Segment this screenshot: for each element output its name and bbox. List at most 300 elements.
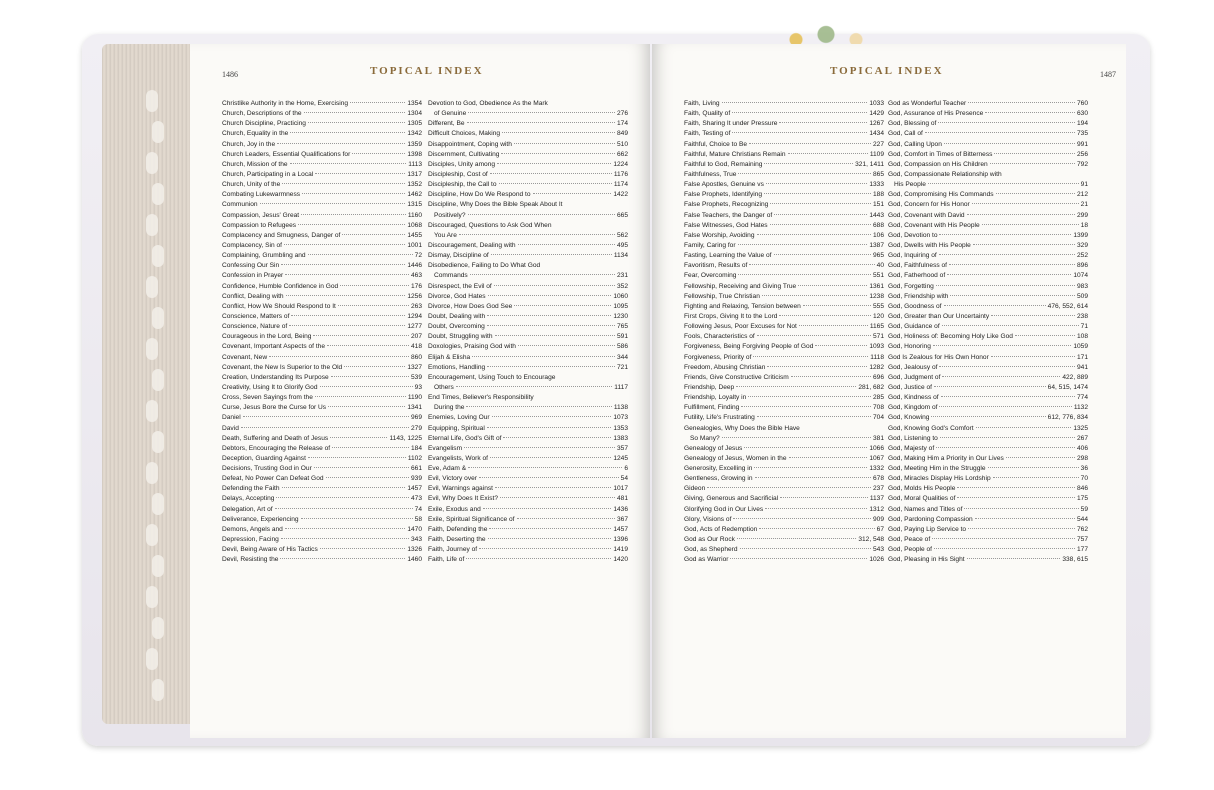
index-entry-topic: Fellowship, Receiving and Giving True bbox=[684, 282, 797, 290]
index-entry bbox=[888, 525, 1088, 535]
dot-leader bbox=[492, 416, 612, 417]
index-entry-topic: Difficult Choices, Making bbox=[428, 130, 501, 138]
index-entry bbox=[684, 200, 884, 210]
index-entry-topic: God, Miracles Display His Lordship bbox=[888, 475, 991, 483]
dot-leader bbox=[976, 427, 1072, 428]
index-entry bbox=[684, 332, 884, 342]
dot-leader bbox=[340, 285, 409, 286]
index-entry bbox=[428, 99, 628, 109]
index-entry-topic: God as Wonderful Teacher bbox=[888, 100, 967, 107]
index-entry bbox=[684, 383, 884, 393]
index-entry-topic: Evangelists, Work of bbox=[428, 454, 488, 462]
index-entry-topic: Conscience, Matters of bbox=[222, 312, 290, 320]
index-entry-page: 765 bbox=[616, 323, 628, 331]
index-entry-page: 965 bbox=[872, 252, 884, 260]
index-entry-topic: Doubt, Dealing with bbox=[428, 312, 486, 320]
dot-leader bbox=[290, 163, 407, 164]
index-entry-page: 298 bbox=[1076, 454, 1088, 462]
index-entry bbox=[222, 312, 422, 322]
index-entry-page: 1067 bbox=[869, 454, 884, 462]
dot-leader bbox=[282, 487, 406, 488]
dot-leader bbox=[302, 193, 405, 194]
index-entry bbox=[428, 363, 628, 373]
index-entry-page: 212 bbox=[1076, 191, 1088, 199]
index-entry-topic: Delays, Accepting bbox=[222, 495, 275, 503]
index-entry-topic: Confession in Prayer bbox=[222, 272, 284, 280]
index-entry-page: 1457 bbox=[407, 485, 422, 493]
index-entry-page: 343 bbox=[410, 536, 422, 544]
index-entry bbox=[888, 221, 1088, 231]
index-entry-topic: Defending the Faith bbox=[222, 485, 280, 493]
index-entry-page: 227 bbox=[872, 140, 884, 148]
index-entry-page: 285 bbox=[872, 394, 884, 402]
dot-leader bbox=[479, 548, 611, 549]
index-entry-topic: God, Call of bbox=[888, 130, 923, 138]
dot-leader bbox=[331, 376, 409, 377]
index-entry bbox=[222, 383, 422, 393]
index-entry-page: 1132 bbox=[1073, 404, 1088, 412]
index-entry-topic: False Witnesses, God Hates bbox=[684, 221, 768, 229]
index-entry bbox=[888, 373, 1088, 383]
index-entry-topic: Disobedience, Failing to Do What God bbox=[428, 262, 541, 270]
index-entry-page: 40 bbox=[876, 262, 884, 270]
index-entry bbox=[222, 241, 422, 251]
index-entry bbox=[428, 109, 628, 119]
dot-leader bbox=[780, 497, 868, 498]
index-entry bbox=[684, 99, 884, 109]
dot-leader bbox=[757, 234, 871, 235]
index-entry bbox=[222, 190, 422, 200]
index-entry-page: 312, 548 bbox=[858, 536, 884, 544]
index-entry-topic: Fear, Overcoming bbox=[684, 272, 737, 280]
dot-leader bbox=[260, 203, 406, 204]
dot-leader bbox=[982, 224, 1079, 225]
index-entry-topic: Eve, Adam & bbox=[428, 465, 467, 473]
index-entry-page: 510 bbox=[616, 140, 628, 148]
index-entry bbox=[222, 261, 422, 271]
index-entry-page: 344 bbox=[616, 353, 628, 361]
index-entry-page: 571 bbox=[872, 333, 884, 341]
index-entry-topic: Disciples, Unity among bbox=[428, 160, 496, 168]
dot-leader bbox=[514, 143, 615, 144]
index-entry-topic: Enemies, Loving Our bbox=[428, 414, 490, 422]
dot-leader bbox=[275, 508, 413, 509]
index-entry-topic: Depression, Facing bbox=[222, 536, 279, 544]
index-entry bbox=[222, 373, 422, 383]
index-entry bbox=[684, 129, 884, 139]
dot-leader bbox=[764, 193, 871, 194]
index-entry-page: 299 bbox=[1076, 211, 1088, 219]
dot-leader bbox=[779, 122, 867, 123]
index-entry bbox=[684, 302, 884, 312]
index-entry bbox=[684, 454, 884, 464]
index-entry-topic: Church, Mission of the bbox=[222, 160, 288, 168]
dot-leader bbox=[741, 406, 871, 407]
index-entry-page: 909 bbox=[872, 515, 884, 523]
index-entry-page: 1317 bbox=[407, 170, 422, 178]
dot-leader bbox=[491, 254, 612, 255]
index-entry-topic: God as Our Rock bbox=[684, 536, 735, 544]
index-entry-page: 1305 bbox=[407, 120, 422, 128]
right-page-number: 1487 bbox=[1100, 70, 1116, 79]
index-entry-topic: God, Inquiring of bbox=[888, 252, 937, 260]
index-entry bbox=[888, 241, 1088, 251]
index-entry bbox=[222, 322, 422, 332]
index-entry-page: 1420 bbox=[613, 556, 628, 564]
index-entry-page: 174 bbox=[616, 120, 628, 128]
index-entry-topic: God, Friendship with bbox=[888, 292, 949, 300]
index-entry-topic: Different, Be bbox=[428, 120, 465, 128]
index-entry bbox=[888, 413, 1088, 423]
index-entry-page: 665 bbox=[616, 211, 628, 219]
index-entry-page: 721 bbox=[616, 363, 628, 371]
index-entry-topic: God, Kindness of bbox=[888, 394, 939, 402]
index-entry-topic: End Times, Believer's Responsibility bbox=[428, 394, 534, 402]
index-entry bbox=[222, 109, 422, 119]
index-entry-topic: Faithful to God, Remaining bbox=[684, 160, 763, 168]
dot-leader bbox=[301, 214, 406, 215]
index-entry-page: 1277 bbox=[407, 323, 422, 331]
index-entry-topic: Faithful, Choice to Be bbox=[684, 140, 748, 148]
index-entry-topic: Futility, Life's Frustrating bbox=[684, 414, 755, 422]
index-entry-topic: Faithful, Mature Christians Remain bbox=[684, 150, 786, 158]
dot-leader bbox=[957, 497, 1075, 498]
index-entry bbox=[222, 282, 422, 292]
index-entry bbox=[888, 332, 1088, 342]
index-entry-topic: Church, Joy in the bbox=[222, 140, 276, 148]
index-entry-page: 406 bbox=[1076, 444, 1088, 452]
index-entry-page: 175 bbox=[1076, 495, 1088, 503]
index-entry-topic: Friendship, Deep bbox=[684, 383, 735, 391]
dot-leader bbox=[489, 528, 611, 529]
index-entry bbox=[428, 424, 628, 434]
index-entry-page: 1102 bbox=[407, 454, 422, 462]
index-entry bbox=[684, 170, 884, 180]
index-entry-topic: God, as Shepherd bbox=[684, 546, 738, 554]
index-entry-topic: Genealogy of Jesus, Women in the bbox=[684, 454, 787, 462]
index-entry bbox=[684, 312, 884, 322]
index-entry-topic: Combating Lukewarmness bbox=[222, 191, 301, 199]
dot-leader bbox=[944, 143, 1075, 144]
dot-leader bbox=[944, 305, 1046, 306]
index-entry-page: 1093 bbox=[869, 343, 884, 351]
index-entry-page: 586 bbox=[616, 343, 628, 351]
index-entry-page: 1134 bbox=[613, 252, 628, 260]
dot-leader bbox=[934, 386, 1046, 387]
thumb-tab bbox=[152, 369, 164, 391]
index-entry bbox=[428, 200, 628, 210]
index-entry-topic: Doxologies, Praising God with bbox=[428, 343, 516, 351]
index-entry-topic: God, Concern for His Honor bbox=[888, 201, 970, 209]
index-entry bbox=[222, 403, 422, 413]
dot-leader bbox=[277, 143, 405, 144]
index-entry-topic: Faithfulness, True bbox=[684, 170, 737, 178]
index-entry bbox=[428, 515, 628, 525]
index-entry-page: 1160 bbox=[407, 211, 422, 219]
index-entry bbox=[684, 150, 884, 160]
index-entry-topic: Cross, Seven Sayings from the bbox=[222, 394, 313, 402]
index-entry-page: 939 bbox=[410, 475, 422, 483]
dot-leader bbox=[298, 224, 405, 225]
index-entry-topic: Divorce, God Hates bbox=[428, 292, 486, 300]
index-entry-topic: Demons, Angels and bbox=[222, 525, 283, 533]
index-entry bbox=[428, 332, 628, 342]
index-entry-page: 662 bbox=[616, 150, 628, 158]
thumb-tab bbox=[146, 524, 158, 546]
index-entry bbox=[428, 403, 628, 413]
index-entry bbox=[684, 555, 884, 565]
dot-leader bbox=[755, 477, 871, 478]
index-entry-page: 630 bbox=[1076, 110, 1088, 118]
index-entry-page: 1176 bbox=[613, 170, 628, 178]
index-entry bbox=[222, 332, 422, 342]
index-entry-topic: God as Warrior bbox=[684, 556, 729, 564]
index-entry bbox=[428, 474, 628, 484]
index-entry-topic: Conscience, Nature of bbox=[222, 323, 288, 331]
index-entry-page: 1137 bbox=[869, 495, 884, 503]
index-entry bbox=[222, 464, 422, 474]
index-entry bbox=[222, 342, 422, 352]
dot-leader bbox=[738, 244, 868, 245]
index-entry-page: 36 bbox=[1080, 465, 1088, 473]
index-entry bbox=[684, 251, 884, 261]
thumb-tab bbox=[146, 648, 158, 670]
index-entry-page: 1387 bbox=[869, 241, 884, 249]
index-entry-topic: Compassion, Jesus' Great bbox=[222, 211, 300, 219]
index-entry-page: 1436 bbox=[613, 505, 628, 513]
index-entry-page: 509 bbox=[1076, 292, 1088, 300]
index-entry-page: 18 bbox=[1080, 221, 1088, 229]
index-entry bbox=[222, 231, 422, 241]
thumb-tab bbox=[146, 338, 158, 360]
index-entry-topic: Complacency, Sin of bbox=[222, 241, 282, 249]
index-entry-page: 1059 bbox=[1073, 343, 1088, 351]
dot-leader bbox=[456, 386, 613, 387]
index-entry-page: 708 bbox=[872, 404, 884, 412]
index-entry-topic: Exile, Exodus and bbox=[428, 505, 481, 513]
index-entry bbox=[888, 140, 1088, 150]
index-entry bbox=[428, 555, 628, 565]
dot-leader bbox=[947, 274, 1071, 275]
index-entry-topic: Deception, Guarding Against bbox=[222, 454, 306, 462]
thumb-tab bbox=[152, 555, 164, 577]
dot-leader bbox=[280, 558, 405, 559]
dot-leader bbox=[301, 518, 413, 519]
dot-leader bbox=[501, 153, 615, 154]
index-entry-topic: Faith, Living bbox=[684, 100, 720, 107]
index-entry-topic: Discipleship, the Call to bbox=[428, 181, 497, 189]
index-entry bbox=[888, 474, 1088, 484]
index-entry-topic: False Teachers, the Danger of bbox=[684, 211, 773, 219]
index-entry bbox=[428, 373, 628, 383]
index-entry-page: 1304 bbox=[407, 110, 422, 118]
index-entry-page: 1245 bbox=[613, 454, 628, 462]
dot-leader bbox=[290, 132, 405, 133]
index-entry-topic: God, Blessing of bbox=[888, 120, 937, 128]
index-entry bbox=[222, 180, 422, 190]
dot-leader bbox=[931, 416, 1045, 417]
index-entry-topic: Generosity, Excelling in bbox=[684, 465, 753, 473]
index-entry bbox=[222, 211, 422, 221]
index-entry-page: 267 bbox=[1076, 434, 1088, 442]
index-entry bbox=[684, 231, 884, 241]
dot-leader bbox=[766, 183, 867, 184]
dot-leader bbox=[933, 345, 1071, 346]
dot-leader bbox=[282, 183, 405, 184]
index-entry bbox=[428, 150, 628, 160]
index-entry-topic: God, Meeting Him in the Struggle bbox=[888, 465, 986, 473]
index-entry bbox=[222, 353, 422, 363]
index-entry-page: 661 bbox=[410, 465, 422, 473]
index-entry-topic: During the bbox=[434, 404, 465, 412]
index-entry-page: 562 bbox=[616, 231, 628, 239]
dot-leader bbox=[950, 295, 1075, 296]
index-entry bbox=[222, 221, 422, 231]
index-entry-topic: Doubt, Struggling with bbox=[428, 333, 493, 341]
index-entry-topic: Gideon bbox=[684, 485, 706, 493]
index-entry-page: 1327 bbox=[407, 363, 422, 371]
dot-leader bbox=[332, 447, 409, 448]
index-entry-topic: God, Covenant with His People bbox=[888, 221, 980, 229]
index-entry-topic: Debtors, Encouraging the Release of bbox=[222, 444, 331, 452]
dot-leader bbox=[730, 558, 867, 559]
dot-leader bbox=[707, 487, 871, 488]
dot-leader bbox=[975, 518, 1075, 519]
dot-leader bbox=[985, 112, 1075, 113]
index-entry-page: 281, 682 bbox=[858, 383, 884, 391]
index-entry-page: 1396 bbox=[613, 536, 628, 544]
index-entry-topic: Friends, Give Constructive Criticism bbox=[684, 373, 789, 381]
index-entry-topic: God, Goodness of bbox=[888, 302, 942, 310]
index-entry-page: 422, 889 bbox=[1062, 373, 1088, 381]
dot-leader bbox=[964, 508, 1078, 509]
index-entry-page: 1095 bbox=[613, 302, 628, 310]
dot-leader bbox=[940, 437, 1075, 438]
index-entry bbox=[888, 444, 1088, 454]
dot-leader bbox=[993, 477, 1079, 478]
index-entry bbox=[888, 515, 1088, 525]
index-entry bbox=[222, 444, 422, 454]
index-entry-topic: Church, Descriptions of the bbox=[222, 110, 302, 118]
index-entry-topic: God, Making Him a Priority in Our Lives bbox=[888, 454, 1004, 462]
index-entry-topic: Christlike Authority in the Home, Exercising bbox=[222, 100, 349, 107]
index-entry bbox=[888, 170, 1088, 180]
index-entry-page: 321, 1411 bbox=[855, 160, 884, 168]
index-entry-page: 70 bbox=[1080, 475, 1088, 483]
dot-leader bbox=[276, 497, 409, 498]
dot-leader bbox=[308, 457, 406, 458]
index-entry bbox=[428, 190, 628, 200]
index-entry-topic: God, Calling Upon bbox=[888, 140, 942, 148]
index-entry bbox=[684, 494, 884, 504]
index-entry-topic: Encouragement, Using Touch to Encourage bbox=[428, 373, 556, 381]
index-entry-topic: Fulfillment, Finding bbox=[684, 404, 740, 412]
index-entry-topic: Discipline, Why Does the Bible Speak About It bbox=[428, 201, 563, 209]
dot-leader bbox=[759, 528, 874, 529]
dot-leader bbox=[315, 173, 405, 174]
index-entry-topic: God, Judgment of bbox=[888, 373, 941, 381]
index-entry bbox=[888, 200, 1088, 210]
index-entry-page: 1073 bbox=[613, 414, 628, 422]
left-index-column-1 bbox=[222, 99, 422, 565]
thumb-tab bbox=[146, 400, 158, 422]
index-entry-page: 1383 bbox=[613, 434, 628, 442]
index-entry-topic: False Worship, Avoiding bbox=[684, 231, 755, 239]
index-entry-page: 704 bbox=[872, 414, 884, 422]
index-entry bbox=[222, 484, 422, 494]
index-entry bbox=[428, 119, 628, 129]
index-entry-topic: God, Devotion to bbox=[888, 231, 938, 239]
index-entry-topic: Church Discipline, Practicing bbox=[222, 120, 306, 128]
index-entry-topic: Courageous in the Lord, Being bbox=[222, 333, 312, 341]
dot-leader bbox=[291, 315, 405, 316]
index-entry-topic: God, Peace of bbox=[888, 536, 931, 544]
index-entry-topic: Evil, Why Does It Exist? bbox=[428, 495, 498, 503]
index-entry-page: 329 bbox=[1076, 241, 1088, 249]
index-entry bbox=[888, 342, 1088, 352]
index-entry-topic: God, Justice of bbox=[888, 383, 932, 391]
index-entry bbox=[222, 119, 422, 129]
dot-leader bbox=[762, 295, 867, 296]
dot-leader bbox=[967, 558, 1061, 559]
index-entry-topic: Devil, Resisting the bbox=[222, 556, 279, 564]
index-entry-topic: False Apostles, Genuine vs bbox=[684, 181, 764, 189]
dot-leader bbox=[487, 366, 615, 367]
dot-leader bbox=[753, 356, 868, 357]
index-entry-page: 72 bbox=[414, 252, 422, 260]
thumb-tab bbox=[146, 586, 158, 608]
dot-leader bbox=[503, 437, 611, 438]
index-entry-topic: Discipleship, Cost of bbox=[428, 170, 488, 178]
index-entry-topic: Covenant, Important Aspects of the bbox=[222, 343, 325, 351]
index-entry-page: 1470 bbox=[407, 525, 422, 533]
index-entry bbox=[428, 535, 628, 545]
index-entry-page: 1354 bbox=[407, 100, 422, 107]
index-entry-page: 256 bbox=[1076, 150, 1088, 158]
index-entry bbox=[222, 535, 422, 545]
index-entry-page: 184 bbox=[410, 444, 422, 452]
dot-leader bbox=[314, 467, 409, 468]
index-entry-topic: Gentleness, Growing in bbox=[684, 475, 753, 483]
dot-leader bbox=[789, 457, 868, 458]
index-entry-page: 1143, 1225 bbox=[389, 434, 422, 442]
index-entry-page: 1066 bbox=[869, 444, 884, 452]
index-entry bbox=[684, 109, 884, 119]
dot-leader bbox=[241, 427, 409, 428]
index-entry bbox=[428, 444, 628, 454]
index-entry bbox=[888, 353, 1088, 363]
dot-leader bbox=[467, 122, 615, 123]
index-entry-page: 1460 bbox=[407, 556, 422, 564]
index-entry-topic: God, Kingdom of bbox=[888, 404, 938, 412]
dot-leader bbox=[988, 467, 1079, 468]
index-entry-topic: Confessing Our Sin bbox=[222, 262, 280, 270]
index-entry bbox=[222, 292, 422, 302]
index-entry-topic: God, Guidance of bbox=[888, 323, 940, 331]
index-entry-page: 1352 bbox=[407, 181, 422, 189]
index-entry-topic: God, Moral Qualities of bbox=[888, 495, 956, 503]
index-entry-page: 91 bbox=[1080, 181, 1088, 189]
dot-leader bbox=[738, 173, 871, 174]
index-entry-page: 176 bbox=[410, 282, 422, 290]
index-entry bbox=[684, 464, 884, 474]
index-entry-page: 495 bbox=[616, 241, 628, 249]
dot-leader bbox=[765, 508, 867, 509]
index-entry bbox=[684, 515, 884, 525]
thumb-tab bbox=[152, 493, 164, 515]
dot-leader bbox=[972, 203, 1079, 204]
index-entry bbox=[888, 251, 1088, 261]
